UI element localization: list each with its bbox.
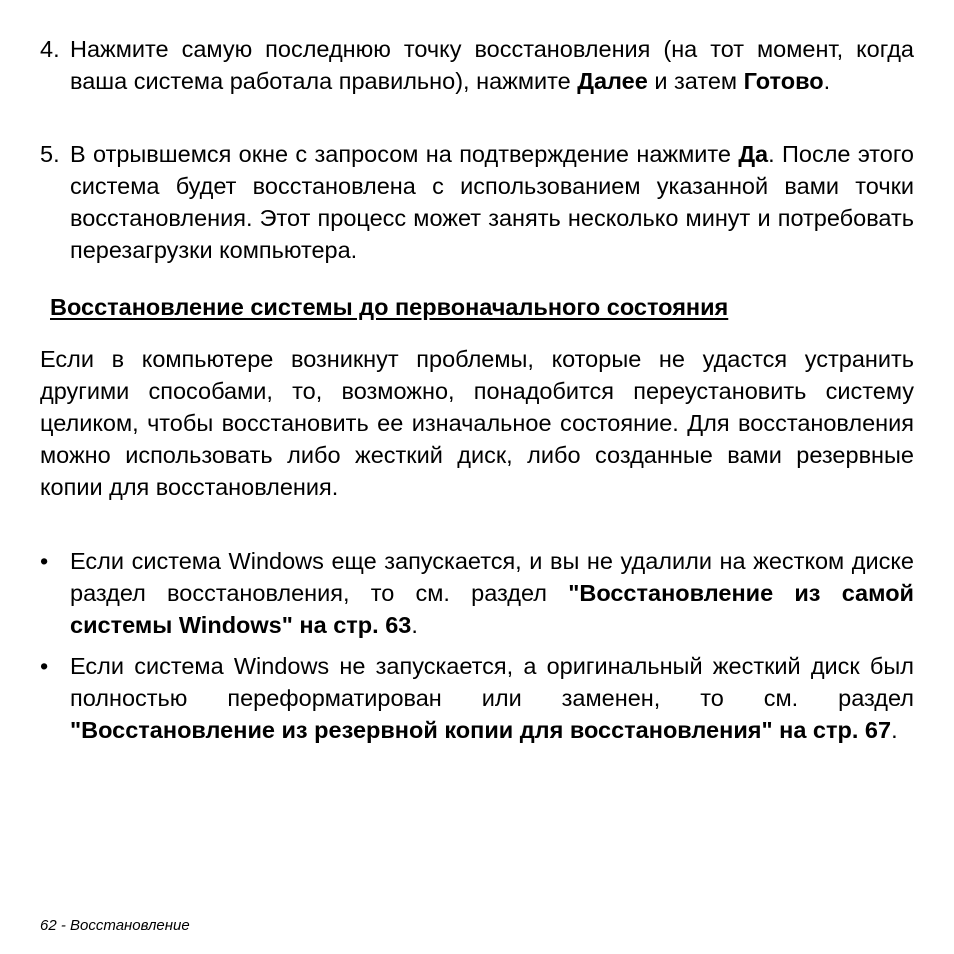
next-button-label: Далее	[577, 68, 648, 94]
bullet-text	[70, 650, 914, 746]
step-text-part: . После этого система будет восстановлена с использованием указанной вами точки восстановления. Этот процесс может занять несколько минут и потребовать перезагрузки компьютера.	[70, 141, 915, 263]
cross-reference-link[interactable]: "Восстановление из резервной копии для восстановления" на стр. 67	[70, 717, 892, 743]
bullet-item	[40, 650, 914, 746]
step-number: 5.	[40, 141, 60, 167]
step-5	[40, 138, 914, 266]
step-text	[70, 138, 914, 266]
step-text-part: .	[823, 68, 831, 94]
step-text-part: В отрывшемся окне с запросом на подтверждение нажмите	[70, 141, 739, 167]
bullet-item	[40, 545, 914, 641]
bullet-marker: •	[40, 653, 49, 679]
finish-button-label: Готово	[743, 68, 824, 94]
step-text-part: и затем	[647, 68, 744, 94]
bullet-text-part: .	[891, 717, 898, 743]
section-heading: Восстановление системы до первоначального состояния	[50, 294, 729, 320]
bullet-text	[70, 545, 914, 641]
step-text	[70, 33, 914, 97]
bullet-text-part: Если система Windows еще запускается, и вы не удалили на жестком диске раздел восстановления, то см. раздел	[70, 548, 914, 606]
step-number: 4.	[40, 36, 60, 62]
bullet-text-part: Если система Windows не запускается, а оригинальный жесткий диск был полностью переформатирован или заменен, то см. раздел	[70, 653, 914, 711]
intro-paragraph: Если в компьютере возникнут проблемы, которые не удастся устранить другими способами, то, возможно, понадобится переустановить систему целиком, чтобы восстановить ее изначальное состояние. Для восстановления можно использовать либо жесткий диск, либо созданные вами резервные копии для восстановления.	[40, 346, 914, 500]
step-4	[40, 33, 914, 97]
cross-reference-link[interactable]: "Восстановление из самой системы Windows" на стр. 63	[70, 580, 914, 638]
bullet-text-part: .	[411, 612, 418, 638]
bullet-marker: •	[40, 548, 49, 574]
page-footer: 62 - Восстановление	[40, 917, 190, 934]
yes-button-label: Да	[738, 141, 769, 167]
step-text-part: Нажмите самую последнюю точку восстановления (на тот момент, когда ваша система работала правильно), нажмите	[70, 36, 914, 94]
